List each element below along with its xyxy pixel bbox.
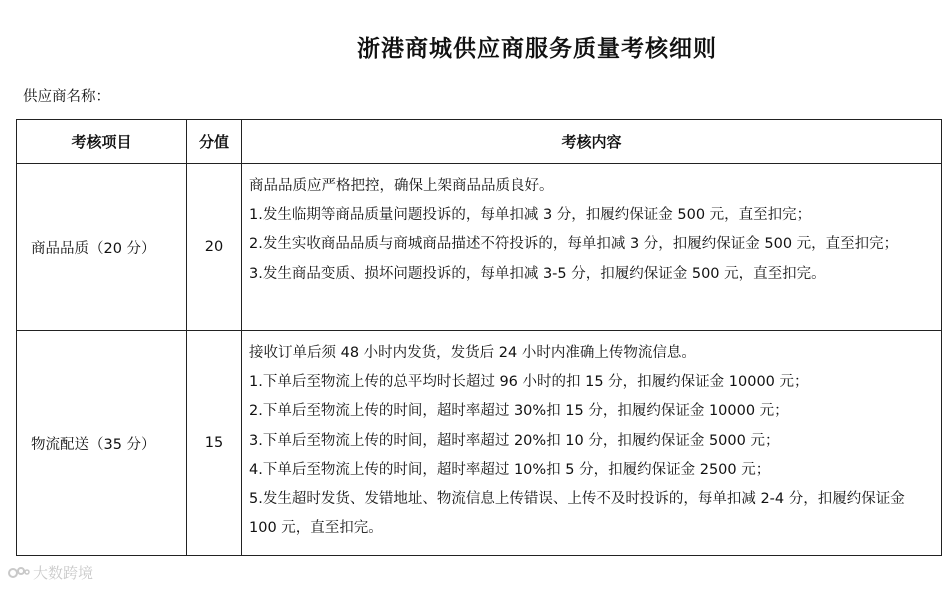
- watermark-logo-icon: [8, 566, 30, 580]
- content-line: 5.发生超时发货、发错地址、物流信息上传错误、上传不及时投诉的，每单扣减 2-4 分，扣履约保证金 100 元，直至扣完。: [249, 491, 905, 537]
- content-line: 4.下单后至物流上传的时间，超时率超过 10%扣 5 分，扣履约保证金 2500 元；: [249, 461, 771, 478]
- content-line: 3.下单后至物流上传的时间，超时率超过 20%扣 10 分，扣履约保证金 5000 元；: [249, 432, 780, 449]
- table-header-row: [17, 120, 942, 164]
- watermark: [8, 562, 93, 583]
- header-score: 分值: [187, 120, 242, 164]
- content-line: 1.下单后至物流上传的总平均时长超过 96 小时的扣 15 分，扣履约保证金 10000 元；: [249, 374, 809, 391]
- document-title: 浙港商城供应商服务质量考核细则: [357, 35, 717, 62]
- row-score: 15: [187, 331, 242, 556]
- header-assessment-item: 考核项目: [17, 120, 187, 164]
- content-line: 商品品质应严格把控，确保上架商品品质良好。: [249, 178, 554, 194]
- table-row: [17, 331, 942, 556]
- content-line: 接收订单后须 48 小时内发货，发货后 24 小时内准确上传物流信息。: [249, 345, 696, 361]
- row-content: [242, 164, 942, 331]
- row-category: 商品品质（20 分）: [17, 164, 187, 331]
- content-line: 3.发生商品变质、损坏问题投诉的，每单扣减 3-5 分，扣履约保证金 500 元，直至扣完。: [249, 265, 826, 282]
- content-line: 2.下单后至物流上传的时间，超时率超过 30%扣 15 分，扣履约保证金 10000 元；: [249, 403, 789, 420]
- content-line: 2.发生实收商品品质与商城商品描述不符投诉的，每单扣减 3 分，扣履约保证金 500 元，直至扣完；: [249, 236, 899, 253]
- watermark-text: 大数跨境: [33, 564, 94, 582]
- row-category: 物流配送（35 分）: [17, 331, 187, 556]
- table-row: [17, 164, 942, 331]
- row-score: 20: [187, 164, 242, 331]
- supplier-name-label: 供应商名称：: [23, 89, 110, 105]
- content-line: 1.发生临期等商品质量问题投诉的，每单扣减 3 分，扣履约保证金 500 元，直至扣完；: [249, 207, 812, 224]
- header-assessment-content: 考核内容: [242, 120, 942, 164]
- assessment-table: [16, 119, 942, 556]
- row-content: [242, 331, 942, 556]
